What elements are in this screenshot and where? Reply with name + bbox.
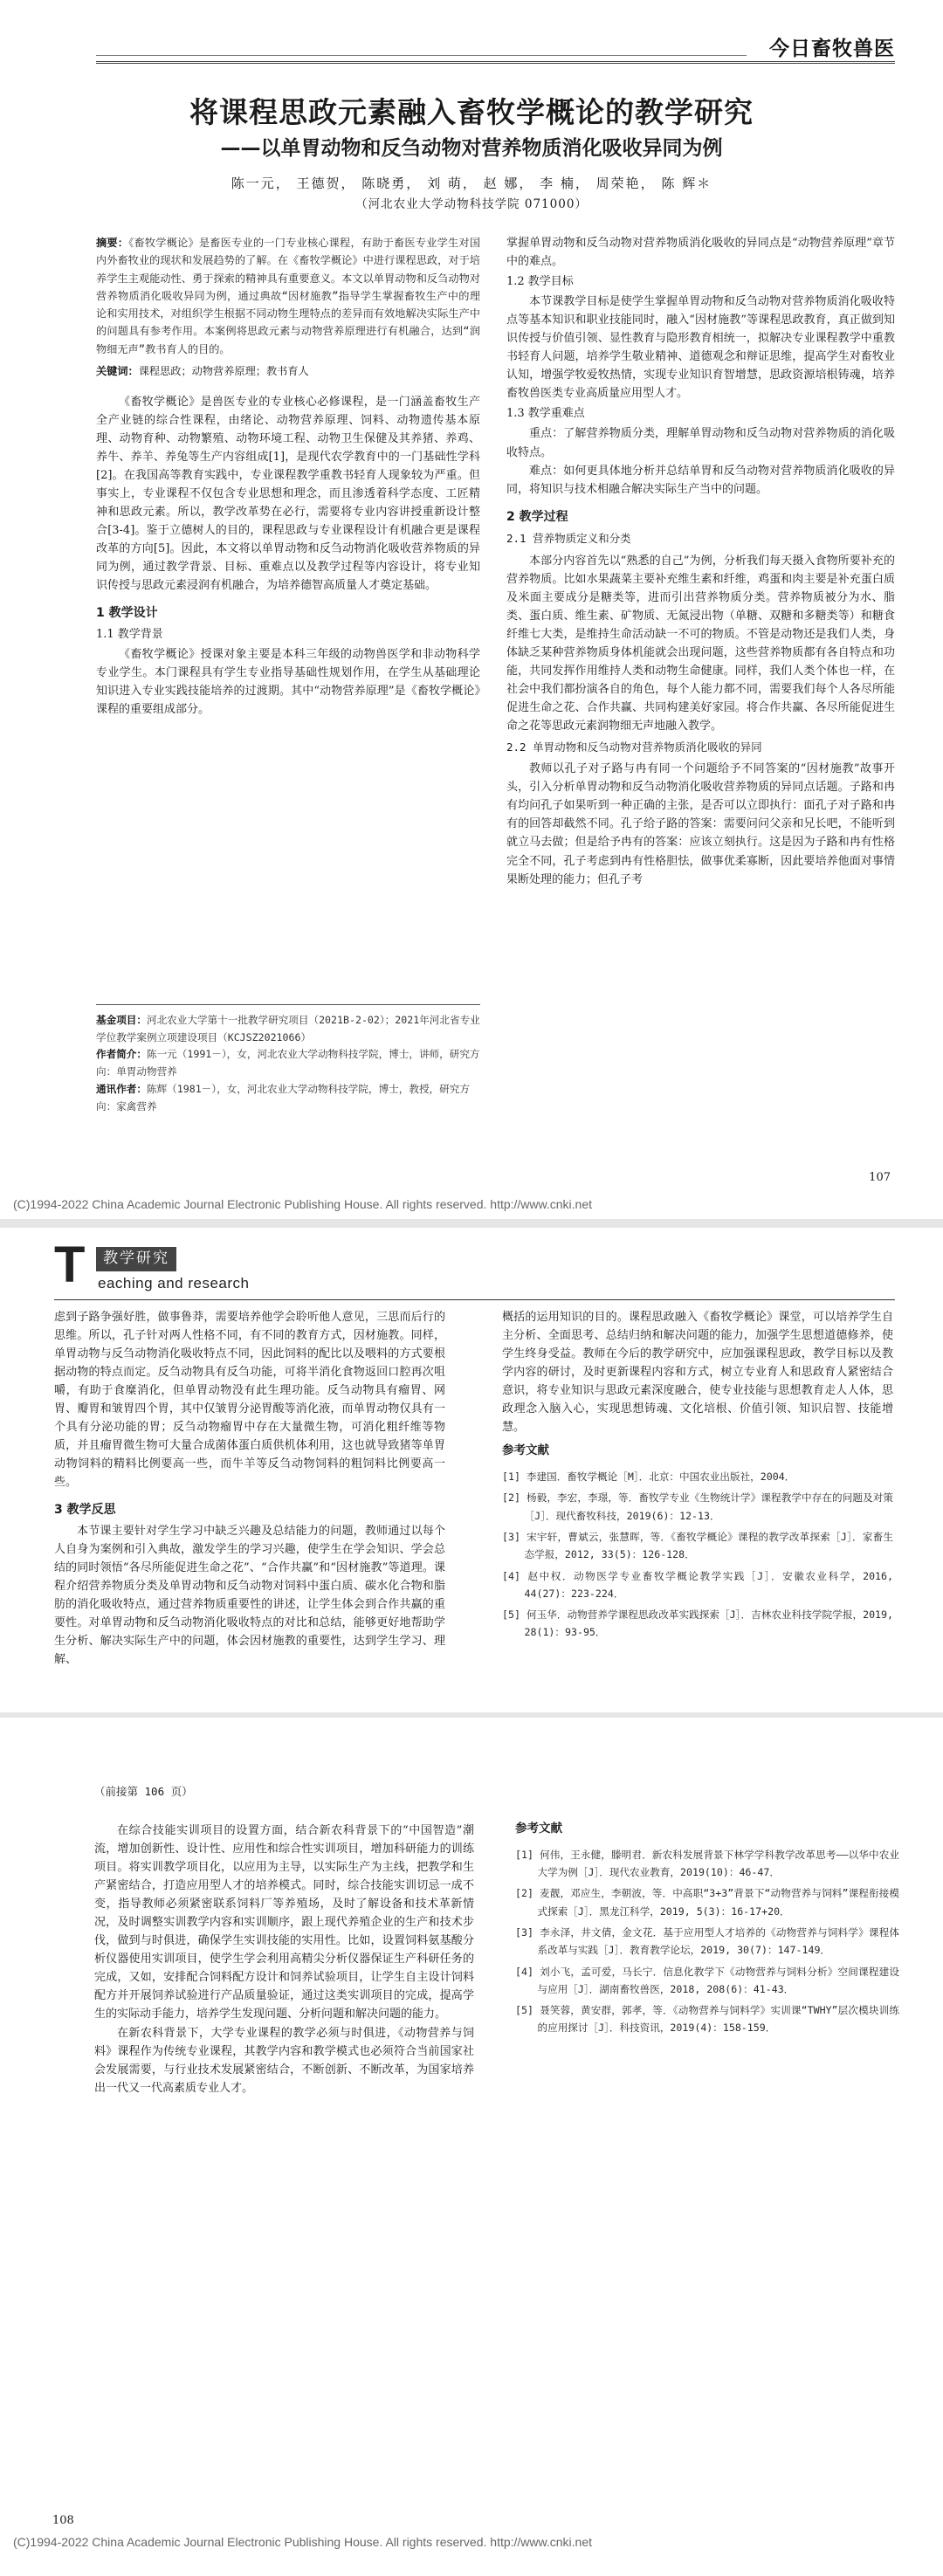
body-paragraph: 在新农科背景下，大学专业课程的教学必须与时俱进，《动物营养与饲料》课程作为传统专业课程，其教学内容和教学模式也必须符合当前国家社会发展需要，与行业技术发展紧密结合，不断创新、不断改革，为国家培养出一代又一代高素质专业人才。 (94, 2026, 474, 2095)
body-paragraph: 重点：了解营养物质分类，理解单胃动物和反刍动物对营养物质的消化吸收特点。 (506, 427, 895, 459)
keywords-text: 课程思政；动物营养原理；教书育人 (138, 364, 309, 377)
header-rule (96, 55, 747, 56)
reference-item: [3] 李永泽，井文倩，金文花．基于应用型人才培养的《动物营养与饲料学》课程体系改革与实践［J］．教育教学论坛，2019, 30(7)：147-149． (515, 1925, 899, 1957)
banner-rule (54, 1299, 895, 1300)
body-paragraph: 本部分内容首先以“熟悉的自己”为例，分析我们每天摄入食物所要补充的营养物质。比如水果蔬菜主要补充维生素和纤维，鸡蛋和肉主要是补充蛋白质及米面主要成分是糖类等，进而引出营养物质分类。营养物质被分为水、脂类、蛋白质、维生素、矿物质、无氮浸出物（单糖、双糖和多糖类等）和糖食纤维七大类，是维持生命活动缺一不可的物质。不管是动物还是我们人类，身体缺乏某种营养物质身体机能就会出现问题，这些营养物质都有各自特点和功能，共同发挥作用维持人类和动物生命健康。同样，我们人类个体也一样，在社会中我们都扮演各自的角色，每个人能力都不同，需要我们每个人各尽所能促进生命之花、合作共赢、共同构建美好家园。将合作共赢、各尽所能促进生命之花等思政元素润物细无声地融入教学。 (506, 554, 895, 733)
body-paragraph: 本节课教学目标是使学生掌握单胃动物和反刍动物对营养物质消化吸收特点等基本知识和职业技能同时，融入“因材施教”等课程思政教育，真正做到知识传授与价值引领、显性教育与隐形教育相统一，拟解决专业课程教学中重教书轻育人问题，培养学生敬业精神、道德观念和辩证思维，提高学生对畜牧业认知，增强学牧爱牧热情，实现专业知识育智增慧，思政资源培根铸魂，培养畜牧兽医类专业高质量应用型人才。 (506, 295, 895, 401)
body-paragraph: 教师以孔子对子路与冉有同一个问题给予不同答案的“因材施教”故事开头，引入分析单胃动物和反刍动物消化吸收营养物质的异同点话题。子路和冉有均问孔子如果听到一种正确的主张，是否可以立即执行：面孔子对子路和冉有的回答却截然不同。孔子给子路的答案：需要问问父亲和兄长吧，不能听到就立马去做；但是给予冉有的答案：应该立刻执行。这是因为子路和冉有性格完全不同，孔子考虑到冉有性格胆怯，做事优柔寡断，因此要培养他面对事情果断处理的能力；但孔子考 (506, 762, 895, 886)
body-paragraph: 难点：如何更具体地分析并总结单胃和反刍动物对营养物质消化吸收的异同，将知识与技术相融合解决实际生产当中的问题。 (506, 464, 895, 496)
journal-header (96, 31, 895, 64)
keywords (96, 363, 480, 381)
reference-item: [3] 宋宇轩，曹斌云，张慧晖，等．《畜牧学概论》课程的教学改革探索［J］．家畜生态学报，2012, 33(5)：126-128． (502, 1531, 893, 1561)
author-label: 作者简介： (96, 1048, 147, 1061)
banner-initial: T (54, 1236, 86, 1293)
subsection-heading: 1.1 教学背景 (96, 627, 163, 641)
subsection-heading: 2.1 营养物质定义和分类 (506, 532, 631, 546)
references-title: 参考文献 (515, 1822, 562, 1836)
body-paragraph: 在综合技能实训项目的设置方面，结合新农科背景下的“中国智造”潮流，增加创新性、设计性、应用性和综合性实训项目，增加科研能力的训练项目。将实训教学项目化，以应用为主导，以实际生产为主线，把教学和生产紧密结合，打造应用型人才的培养模式。同时，综合技能实训切忌一成不变，指导教师必须紧密联系饲料厂等养殖场，及时了解设备和技术革新情况，及时调整实训教学内容和实训顺序，跟上现代养殖企业的生产和技术步伐，做到与时俱进，确保学生实训技能的实用性。比如，设置饲料氨基酸分析仪器使用实训项目，使学生学会利用高精尖分析仪器保证生产科研任务的完成，又如，安排配合饲料配方设计和饲养试验项目，让学生自主设计饲料配方并开展饲养试验进行产品质量验证，通过这类实训项目的完成，提高学生的实际动手能力，培养学生发现问题、分析问题和解决问题的能力。 (94, 1824, 474, 2022)
page-number: 108 (52, 2514, 74, 2527)
page-separator (0, 1712, 943, 1718)
section-heading: 2 教学过程 (506, 509, 568, 524)
author-note (96, 1046, 480, 1080)
authors: 陈一元， 王德贺， 陈晓勇， 刘 萌， 赵 娜， 李 楠， 周荣艳， 陈 辉＊ (231, 176, 712, 191)
right-column (506, 234, 895, 889)
left-column (54, 1308, 445, 1670)
paper-title: 将课程思政元素融入畜牧学概论的教学研究 (189, 95, 754, 129)
body-paragraph: 本节课主要针对学生学习中缺乏兴趣及总结能力的问题，教师通过以每个人自身为案例和引入典故，激发学生的学习兴趣，使学生在学会知识、学会总结的同时领悟“各尽所能促进生命之花”、“合作共赢”和“因材施教”等道理。课程介绍营养物质分类及单胃动物和反刍动物对饲料中蛋白质、碳水化合物和脂肪的消化吸收特点，通过营养物质重要性的讲述，让学生体会到合作共赢的重要性。对单胃动物和反刍动物消化吸收特点的对比和总结，能够更好地帮助学生分析、解决实际生产中的问题，体会因材施教的重要性，达到学生学习、理解、 (54, 1525, 445, 1667)
reference-item: [4] 赵中权．动物医学专业畜牧学概论教学实践［J］．安徽农业科学，2016, 44(27)：223-224． (502, 1569, 893, 1600)
subsection-heading: 1.2 教学目标 (506, 275, 574, 289)
subsection-heading: 2.2 单胃动物和反刍动物对营养物质消化吸收的异同 (506, 740, 762, 754)
right-column (502, 1308, 893, 1645)
keywords-label: 关键词： (96, 364, 139, 377)
section-heading: 1 教学设计 (96, 606, 158, 621)
reference-item: [2] 杨毅，李宏，李璟，等．畜牧学专业《生物统计学》课程教学中存在的问题及对策［J］．现代畜牧科技，2019(6)：12-13． (502, 1491, 893, 1522)
page-108 (0, 1718, 943, 2576)
continued-from-note: （前接第 106 页） (94, 1785, 193, 1798)
banner-title: 教学研究 (96, 1247, 176, 1271)
abstract-text: 《畜牧学概论》是畜医专业的一门专业核心课程，有助于畜医专业学生对国内外畜牧业的现状和发展趋势的了解。在《畜牧学概论》中进行课程思政，对于培养学生主观能动性、勇于探索的精神具有重要意义。本文以单胃动物和反刍动物对营养物质消化吸收异同为例，通过典故“因材施教”指导学生掌握畜牧生产中的理论和实用技术，对组织学生根据不同动物生理特点的差异而有效地解决实际生产中的问题具有参考作用。本案例将思政元素与动物营养原理进行有机融合，达到“润物细无声”教书育人的目的。 (96, 237, 481, 355)
copyright-line: (C)1994-2022 China Academic Journal Electronic Publishing House. All rights reserved. http://www.cnki.net (13, 2535, 592, 2549)
fund-note (96, 1012, 480, 1046)
section-heading: 3 教学反思 (54, 1503, 116, 1518)
body-paragraph: 虑到子路争强好胜，做事鲁莽，需要培养他学会聆听他人意见，三思而后行的思维。所以，孔子针对两人性格不同，有不同的教育方式，因材施教。同样，单胃动物与反刍动物消化吸收特点不同，因此饲料的配比以及喂料的方式要根据动物的特点而定。反刍动物具有反刍功能，可将半消化食物返回口腔再次咀嚼，有助于食糜消化，但单胃动物没有此生理功能。反刍动物具有瘤胃、网胃、瓣胃和皱胃四个胃，其中仅皱胃分泌胃酸等消化液，而单胃动物仅具有一个具有分泌功能的胃；反刍动物瘤胃中存在大量微生物，可消化粗纤维等物质，并且瘤胃微生物可大量合成菌体蛋白质供机体利用，这也就导致猪等单胃动物饲料的精料比例要高一些，而牛羊等反刍动物饲料的粗饲料比例要高一些。 (54, 1311, 445, 1490)
left-column (96, 234, 480, 719)
body-paragraph: 《畜牧学概论》授课对象主要是本科三年级的动物兽医学和非动物科学专业学生。本门课程具有学生专业指导基础性规划作用，在学生从基础理论知识进入专业实践技能培养的过渡期。其中“动物营养原理”是《畜牧学概论》课程的重要组成部分。 (96, 647, 480, 716)
page-number: 107 (869, 1171, 891, 1184)
reference-item: [1] 李建国．畜牧学概论［M］．北京：中国农业出版社，2004． (502, 1471, 795, 1484)
affiliation: （河北农业大学动物科技学院 071000） (355, 197, 588, 211)
corr-label: 通讯作者： (96, 1082, 147, 1095)
page-continued (0, 1229, 943, 1714)
banner-subtitle: eaching and research (98, 1275, 250, 1291)
correspondence-note (96, 1081, 480, 1115)
corr-text: 陈辉（1981－），女，河北农业大学动物科技学院，博士，教授，研究方向：家禽营养 (96, 1082, 470, 1112)
references-list (515, 1846, 899, 2037)
body-paragraph: 掌握单胃动物和反刍动物对营养物质消化吸收的异同点是“动物营养原理”章节中的难点。 (506, 237, 895, 269)
reference-item: [4] 刘小飞，孟可爱，马长宁．信息化教学下《动物营养与饲料分析》空间课程建设与应用［J］．湖南畜牧兽医，2018, 208(6)：41-43． (515, 1965, 899, 1995)
body-paragraph: 《畜牧学概论》是兽医专业的专业核心必修课程，是一门涵盖畜牧生产全产业链的综合性课程，由绪论、动物营养原理、饲料、动物遗传基本原理、动物育种、动物繁殖、动物环境工程、动物卫生保健及其养猪、养鸡、养牛、养羊、养兔等生产内容组成[1]，是现代农学教育中的一门基础性学科[2]。在我国高等教育实践中，专业课程教学重教书轻育人现象较为严重。但事实上，专业课程不仅包含专业思想和理念，而且渗透着科学态度、工匠精神和思政元素。所以，教学改革势在必行，需要将专业内容讲授重新设计整合[3-4]。鉴于立德树人的目的，课程思政与专业课程设计有机融合更是课程改革的方向[5]。因此，本文将以单胃动物和反刍动物消化吸收营养物质的异同为例，通过教学背景、目标、重难点以及教学过程等内容设计，将专业知识传授与思政元素浸润有机融合，为培养德智高质量人才奠定基础。 (96, 395, 480, 592)
subsection-heading: 1.3 教学重难点 (506, 407, 585, 421)
left-column (94, 1822, 474, 2097)
journal-title: 今日畜牧兽医 (769, 38, 895, 60)
references-title: 参考文献 (502, 1443, 549, 1458)
page-separator (0, 1219, 943, 1228)
reference-item: [5] 何玉华．动物营养学课程思政改革实践探索［J］．吉林农业科技学院学报，2019, 28(1)：93-95． (502, 1608, 893, 1639)
reference-item: [2] 麦靓，邓应生，李朝波，等．中高职“3+3”背景下“动物营养与饲料”课程衔接模式探索［J］．黑龙江科学，2019, 5(3)：16-17+20． (515, 1887, 899, 1918)
reference-item: [1] 何伟，王永健，滕明君．新农科发展背景下林学学科教学改革思考——以华中农业大学为例［J］．现代农业教育，2019(10)：46-47． (515, 1848, 899, 1879)
fund-label: 基金项目： (96, 1014, 147, 1026)
paper-subtitle: ——以单胃动物和反刍动物对营养物质消化吸收异同为例 (220, 137, 723, 160)
reference-item: [5] 聂笑蓉，黄安群，郭孝，等．《动物营养与饲料学》实训课“TWHY”层次模块训练的应用探讨［J］．科技资讯，2019(4)：158-159． (515, 2004, 899, 2035)
author-text: 陈一元（1991－），女，河北农业大学动物科技学院，博士，讲师，研究方向：单胃动物营养 (96, 1048, 480, 1078)
abstract-label: 摘要： (96, 237, 129, 249)
body-paragraph: 概括的运用知识的目的。课程思政融入《畜牧学概论》课堂，可以培养学生自主分析、全面思考、总结归纳和解决问题的能力，加强学生思想道德修养，使学生终身受益。教师在今后的教学研究中，应加强课程思政，教学目标以及教学内容的研讨，及时更新课程内容和方式，树立专业育人和思政育人紧密结合意识，将专业知识与思政元素深度融合，使专业技能与思想教育走人人体，思政理念入脑入心，实现思想铸魂、文化培根、价值引领、知识启智、技能增慧。 (502, 1311, 893, 1435)
page-107 (0, 0, 943, 1218)
fund-text: 河北农业大学第十一批教学研究项目（2021B-2-02）；2021年河北省专业学位教学案例立项建设项目（KCJSZ2021066） (96, 1014, 480, 1043)
right-column (515, 1815, 899, 2041)
references-list (502, 1468, 893, 1642)
footnote (96, 1004, 480, 1115)
abstract (96, 234, 480, 358)
copyright-line: (C)1994-2022 China Academic Journal Electronic Publishing House. All rights reserved. http://www.cnki.net (13, 1197, 592, 1211)
section-banner (54, 1236, 403, 1299)
